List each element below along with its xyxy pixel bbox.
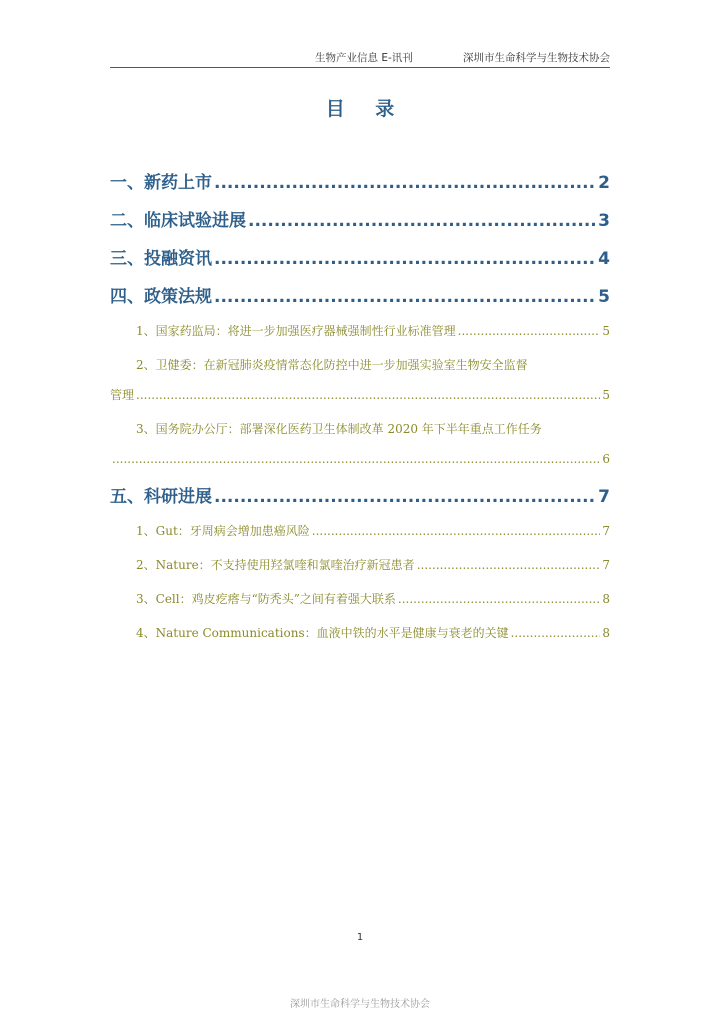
toc-section-investment[interactable] [110,246,610,284]
toc-page-number: 8 [602,626,610,640]
page-title: 目 录 [325,98,407,120]
toc-entry-label: 4、Nature Communications：血液中铁的水平是健康与衰老的关键 [136,626,509,640]
toc-section-research[interactable] [110,484,610,522]
toc-page-number: 5 [598,287,610,307]
toc-leader-dots [312,522,601,540]
toc-entry-label: 一、新药上市 [110,173,212,193]
toc-entry-label: 1、Gut：牙周病会增加患癌风险 [136,524,310,538]
toc-page-number: 6 [602,452,610,466]
toc-leader-dots [136,386,600,404]
toc-item-policy-1[interactable] [110,322,610,356]
toc-leader-dots [214,246,596,272]
toc-entry-label: 2、Nature：不支持使用羟氯喹和氯喹治疗新冠患者 [136,558,415,572]
toc-section-policy[interactable] [110,284,610,322]
page-header [110,50,610,66]
toc-item-research-4[interactable] [110,624,610,658]
toc-entry-label: 五、科研进展 [110,487,212,507]
footer-organization: 深圳市生命科学与生物技术协会 [290,999,430,1010]
header-publication-name: 生物产业信息 E-讯刊 [315,52,413,64]
toc-page-number: 5 [602,324,610,338]
table-of-contents [110,170,610,658]
toc-page-number: 7 [602,558,610,572]
toc-item-research-3[interactable] [110,590,610,624]
toc-page-number: 7 [598,487,610,507]
toc-page-number: 8 [602,592,610,606]
toc-entry-label: 四、政策法规 [110,287,212,307]
toc-section-clinical-trials[interactable] [110,208,610,246]
toc-page-number: 4 [598,249,610,269]
toc-entry-label: 1、国家药监局：将进一步加强医疗器械强制性行业标准管理 [136,324,456,338]
toc-leader-dots [458,322,601,340]
toc-page-number: 3 [598,211,610,231]
toc-item-policy-2-continued[interactable] [110,386,610,420]
toc-leader-dots [248,208,596,234]
toc-entry-label: 3、Cell：鸡皮疙瘩与“防秃头”之间有着强大联系 [136,592,396,606]
toc-page-number: 2 [598,173,610,193]
toc-leader-dots [398,590,600,608]
toc-item-policy-2[interactable] [110,356,610,386]
toc-item-research-2[interactable] [110,556,610,590]
toc-leader-dots [214,284,596,310]
toc-entry-label: 2、卫健委：在新冠肺炎疫情常态化防控中进一步加强实验室生物安全监督 [136,358,528,372]
toc-entry-label: 管理 [110,388,135,402]
toc-leader-dots [417,556,601,574]
toc-page-number: 5 [602,388,610,402]
page-number: 1 [356,932,364,943]
header-divider [110,67,610,68]
toc-page-number: 7 [602,524,610,538]
toc-leader-dots [214,170,596,196]
toc-leader-dots [112,450,600,468]
toc-leader-dots [214,484,596,510]
header-organization: 深圳市生命科学与生物技术协会 [463,52,610,64]
toc-item-policy-3[interactable] [110,420,610,450]
toc-item-research-1[interactable] [110,522,610,556]
toc-entry-label: 三、投融资讯 [110,249,212,269]
toc-entry-label: 3、国务院办公厅：部署深化医药卫生体制改革 2020 年下半年重点工作任务 [136,422,542,436]
toc-item-policy-3-continued[interactable] [110,450,610,484]
toc-section-new-drugs[interactable] [110,170,610,208]
toc-entry-label: 二、临床试验进展 [110,211,246,231]
toc-leader-dots [511,624,601,642]
